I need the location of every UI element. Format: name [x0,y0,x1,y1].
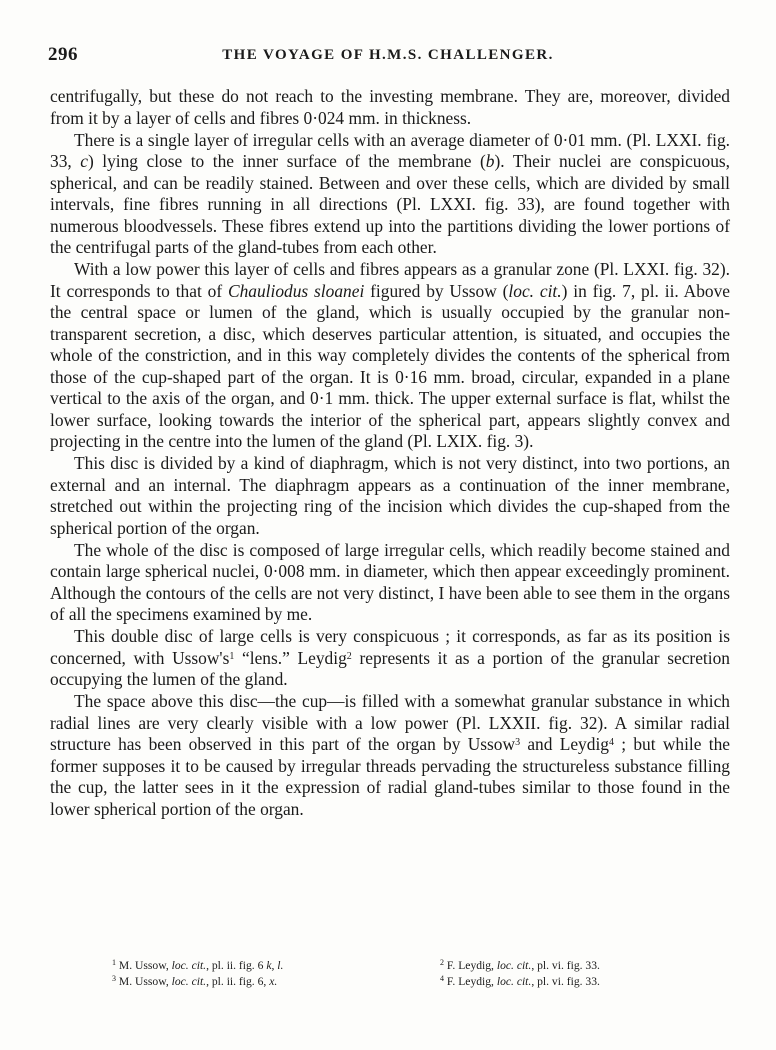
paragraph-4: This disc is divided by a kind of diaphragm, which is not very distinct, into two portions, an external and an internal. The diaphragm appears as a continuation of the inner membrane, stretched out within the projecting ring of the incision which divides the cup-shaped from the spherical portion of the organ. [50,453,730,538]
paragraph-3: With a low power this layer of cells and fibres appears as a granular zone (Pl. LXXI. fig. 32). It corresponds to that of Chauliodus sloanei figured by Ussow (loc. cit.) in fig. 7, pl. ii. Above the central space or lumen of the gland, which is usually occupied by the granular non-transparent secretion, a disc, which deserves particular attention, is situated, and occupies the whole of the constriction, and in this way completely divides the contents of the spherical from those of the cup-shaped part of the organ. It is 0·16 mm. broad, circular, expanded in a plane vertical to the axis of the organ, and 0·1 mm. thick. The upper external surface is flat, whilst the lower surface, looking towards the interior of the spherical part, appears slightly convex and projecting in the centre into the lumen of the gland (Pl. LXIX. fig. 3). [50,259,730,451]
footnote-ref-1: 1 [229,650,235,662]
footnote-ref-4: 4 [608,737,614,748]
footnote-3: $^3$ M. Ussow, loc. cit., pl. ii. fig. 6, x. [112,974,278,988]
paragraph-2: There is a single layer of irregular cells with an average diameter of 0·01 mm. (Pl. LXXI. fig. 33, c) lying close to the inner surface of the membrane (b). Their nuclei are conspicuous, spherical, and can be readily stained. Between and over these cells, which are divided by small intervals, fine fibres running in all directions (Pl. LXXI. fig. 33), are found together with numerous bloodvessels. These fibres extend up into the partitions dividing the lower portions of the centrifugal parts of the gland-tubes from each other. [50,129,730,257]
footnote-ref-3: 3 [515,737,521,748]
paragraph-6: This double disc of large cells is very conspicuous ; it corresponds, as far as its position is concerned, with $Ussow's^1$ “lens.” Leydig$^2$ represents it as a portion of the granular secretion occupying the lumen of the gland. [50,626,730,689]
paragraph-7: The space above this disc—the cup—is filled with a somewhat granular substance in which radial lines are very clearly visible with a low power (Pl. LXXII. fig. 32). A similar radial structure has been observed in this part of the organ by Ussow$^3$ and Leydig$^4$ ; but while the former supposes it to be caused by irregular threads pervading the structureless substance filling the cup, the latter sees in it the expression of radial gland-tubes similar to those found in the lower spherical portion of the organ. [50,691,731,819]
footnote-4: $^4$ F. Leydig, loc. cit., pl. vi. fig. 33. [440,974,600,988]
footnote-ref-2: 2 [346,650,352,662]
footnote-2: $^2$ F. Leydig, loc. cit., pl. vi. fig. 33. [440,958,600,972]
footnotes-right-column [440,958,690,990]
paragraph-5: The whole of the disc is composed of large irregular cells, which readily become stained and contain large spherical nuclei, 0·008 mm. in diameter, which then appear exceedingly prominent. Although the contours of the cells are not very distinct, I have been able to see them in the organs of all the specimens examined by me. [50,539,730,624]
paragraph-1: centrifugally, but these do not reach to the investing membrane. They are, moreover, divided from it by a layer of cells and fibres 0·024 mm. in thickness. [50,86,730,128]
page-header [48,44,728,70]
footnote-1: $^1$ M. Ussow, loc. cit., pl. ii. fig. 6 k, l. [112,958,284,972]
footnotes-left-column [112,958,412,990]
body-text [50,86,730,820]
running-title: THE VOYAGE OF H.M.S. CHALLENGER. [222,47,554,63]
page-number: 296 [48,44,78,65]
